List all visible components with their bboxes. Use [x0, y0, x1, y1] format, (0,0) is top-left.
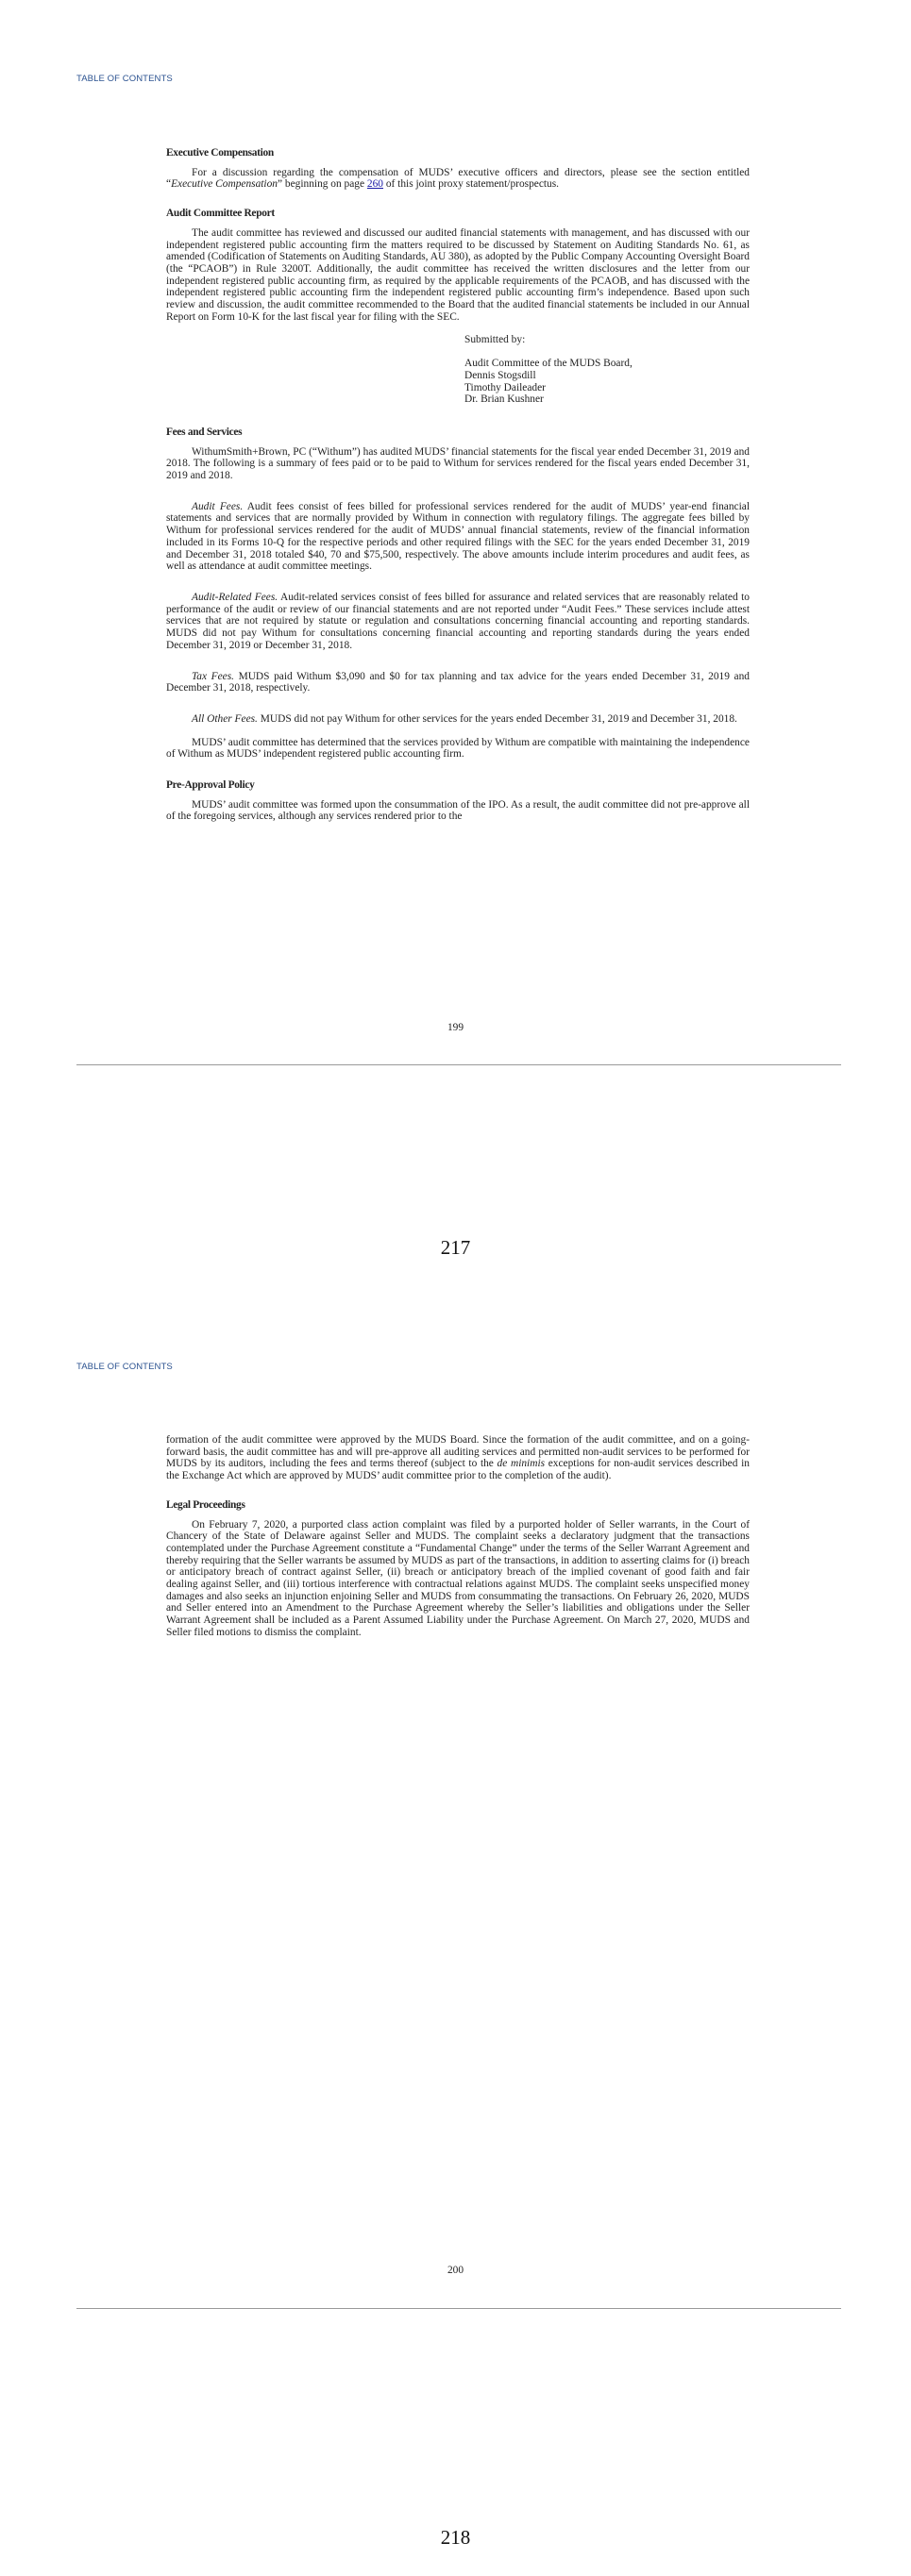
- fees-intro-paragraph: WithumSmith+Brown, PC (“Withum”) has audited MUDS’ financial statements for the fiscal year ended December 31, 2019 and 2018. The following is a summary of fees paid or to be paid to Withum for services rendered for the fiscal years ended December 31, 2019 and 2018.: [166, 445, 750, 482]
- committee-member: Dr. Brian Kushner: [464, 393, 544, 406]
- legal-proceedings-paragraph: On February 7, 2020, a purported class action complaint was filed by a purported holder of Seller warrants, in the Court of Chancery of the State of Delaware against Seller and MUDS. The complaint seeks a declaratory judgment that the transactions contemplated under the Purchase Agreement constitute a “Fundamental Change” under the terms of the Seller Warrant Agreement and thereby requiring that the Seller warrants be assumed by MUDS as part of the transactions, in addition to asserting claims for (i) breach or anticipatory breach of contract against Seller, (ii) breach or anticipatory breach of the implied covenant of good faith and fair dealing against Seller, and (iii) tortious interference with contractual relations against MUDS. The complaint seeks unspecified money damages and also seeks an injunction enjoining Seller and MUDS from consummating the transactions. On February 26, 2020, MUDS and Seller entered into an Amendment to the Purchase Agreement whereby the Seller’s liabilities and obligations under the Seller Warrant Agreement shall be included as a Parent Assumed Liability under the Purchase Agreement. On March 27, 2020, MUDS and Seller filed motions to dismiss the complaint.: [166, 1518, 750, 1638]
- executive-compensation-paragraph: For a discussion regarding the compensation of MUDS’ executive officers and directors, please see the section entitled “Executive Compensation” beginning on page 260 of this joint proxy statement/prospectus.: [166, 166, 750, 191]
- legal-proceedings-heading: Legal Proceedings: [166, 1498, 245, 1511]
- fees-and-services-heading: Fees and Services: [166, 426, 243, 438]
- page-folio: 200: [447, 2265, 464, 2276]
- committee-member: Timothy Daileader: [464, 381, 546, 393]
- continuation-paragraph: formation of the audit committee were approved by the MUDS Board. Since the formation of the audit committee, and on a going-forward basis, the audit committee has and will pre-approve all auditing services and permitted non-audit services to be performed for MUDS by its auditors, including the fees and terms thereof (subject to the de minimis exceptions for non-audit services described in the Exchange Act which are approved by MUDS’ audit committee prior to the completion of the audit).: [166, 1434, 750, 1482]
- page-divider: [76, 1064, 841, 1065]
- tax-fees-paragraph: Tax Fees. MUDS paid Withum $3,090 and $0 for tax planning and tax advice for the years ended December 31, 2019 and December 31, 2018, respectively.: [166, 670, 750, 694]
- page-number: 217: [440, 1236, 471, 1259]
- page-folio: 199: [447, 1022, 464, 1033]
- audit-related-fees-paragraph: Audit-Related Fees. Audit-related services consist of fees billed for assurance and related services that are reasonably related to performance of the audit or review of our financial statements and are not reported under “Audit Fees.” These services include attest services that are not required by statute or regulation and consultations concerning financial accounting and reporting standards. MUDS did not pay Withum for consultations concerning financial accounting and reporting standards during the years ended December 31, 2019 or December 31, 2018.: [166, 591, 750, 651]
- committee-name: Audit Committee of the MUDS Board,: [464, 358, 633, 370]
- page-2-body: [166, 1434, 750, 1650]
- audit-fees-paragraph: Audit Fees. Audit fees consist of fees billed for professional services rendered for the audit of MUDS’ year-end financial statements and services that are normally provided by Withum in connection with regulatory filings. The aggregate fees billed by Withum for professional services rendered for the audit of MUDS’ annual financial statements, review of the financial information included in its Forms 10-Q for the respective periods and other required filings with the SEC for the years ended December 31, 2019 and December 31, 2018 totaled $40, 70 and $75,500, respectively. The above amounts include interim procedures and audit fees, as well as attendance at audit committee meetings.: [166, 500, 750, 573]
- page-reference-link[interactable]: 260: [366, 178, 383, 191]
- table-of-contents-link[interactable]: TABLE OF CONTENTS: [76, 74, 173, 84]
- submitted-by: Submitted by:: [464, 334, 526, 346]
- audit-committee-report-paragraph: The audit committee has reviewed and discussed our audited financial statements with management, and has discussed with our independent registered public accounting firm the matters required to be discussed by Statement on Auditing Standards No. 61, as amended (Codification of Statements on Auditing Standards, AU 380), as adopted by the Public Company Accounting Oversight Board (the “PCAOB”) in Rule 3200T. Additionally, the audit committee has received the written disclosures and the letter from our independent registered public accounting firm, as required by the applicable requirements of the PCAOB, and has discussed with the independent registered public accounting firm the independent registered public accounting firm’s independence. Based upon such review and discussion, the audit committee recommended to the Board that the audited financial statements be included in our Annual Report on Form 10-K for the last fiscal year for filing with the SEC.: [166, 226, 750, 323]
- pre-approval-policy-heading: Pre-Approval Policy: [166, 779, 255, 792]
- audit-committee-report-heading: Audit Committee Report: [166, 208, 275, 220]
- page-divider: [76, 2308, 841, 2309]
- compatibility-paragraph: MUDS’ audit committee has determined that the services provided by Withum are compatible with maintaining the independence of Withum as MUDS’ independent registered public accounting firm.: [166, 736, 750, 761]
- committee-member: Dennis Stogsdill: [464, 369, 536, 381]
- table-of-contents-link[interactable]: TABLE OF CONTENTS: [76, 1362, 173, 1372]
- page-number: 218: [440, 2526, 471, 2549]
- executive-compensation-heading: Executive Compensation: [166, 147, 274, 159]
- pre-approval-paragraph: MUDS’ audit committee was formed upon the consummation of the IPO. As a result, the audit committee did not pre-approve all of the foregoing services, although any services rendered prior to the: [166, 798, 750, 823]
- page-1-body: [166, 147, 750, 834]
- all-other-fees-paragraph: All Other Fees. MUDS did not pay Withum for other services for the years ended December 31, 2019 and December 31, 2018.: [192, 712, 737, 725]
- signature-block: [464, 334, 750, 406]
